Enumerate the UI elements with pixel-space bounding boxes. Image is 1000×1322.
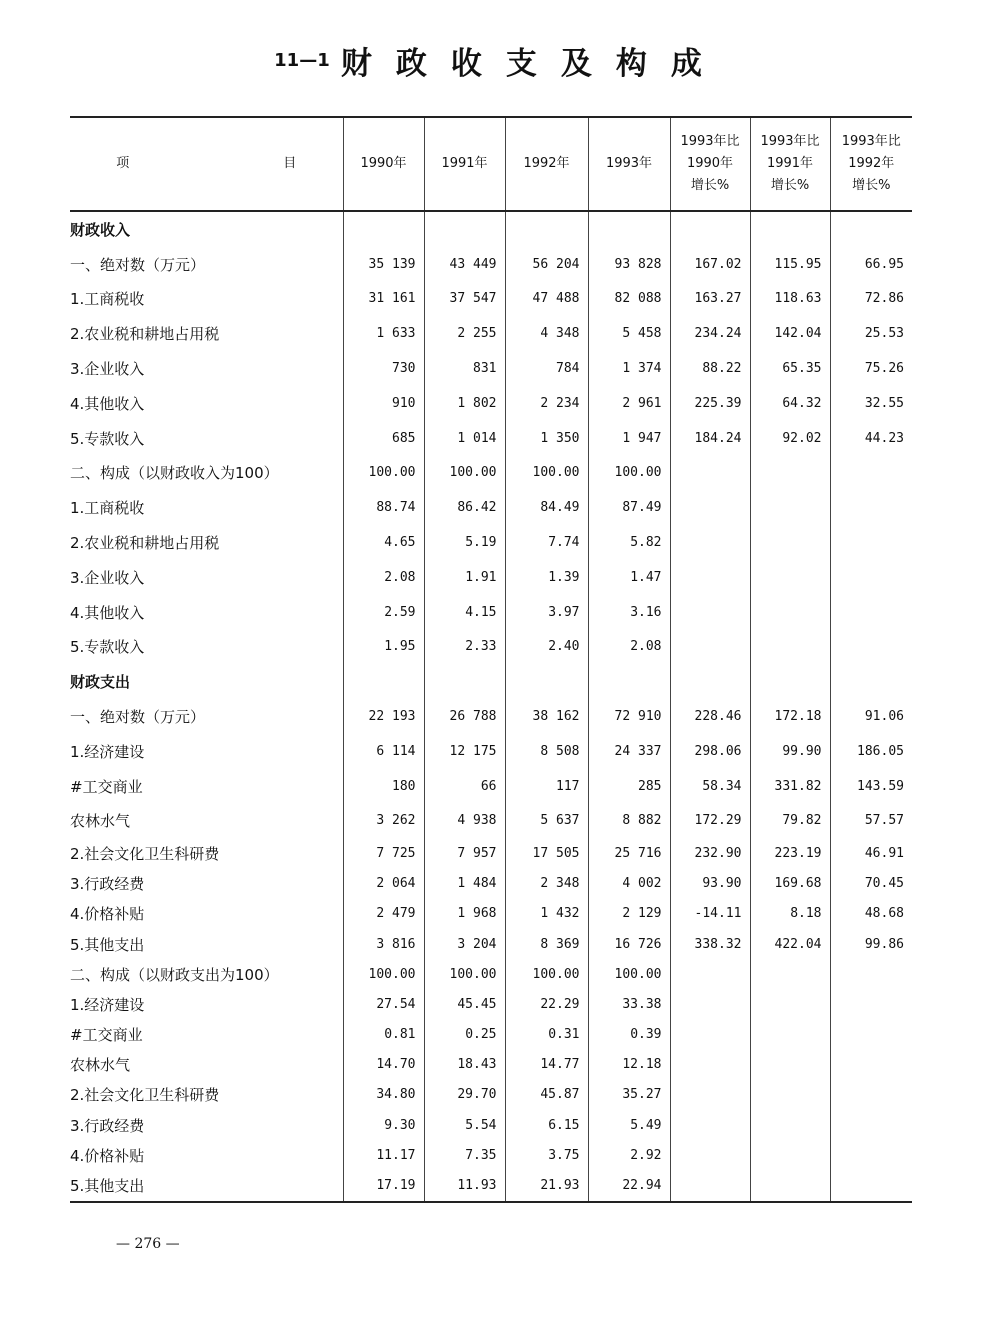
table-row — [70, 351, 912, 386]
cell-value — [830, 630, 912, 665]
cell-value — [670, 1050, 750, 1080]
cell-value: 0.25 — [424, 1019, 505, 1049]
cell-value: 100.00 — [424, 456, 505, 491]
cell-value: 100.00 — [505, 959, 588, 989]
cell-value — [750, 959, 830, 989]
cell-value — [750, 560, 830, 595]
header-growth-1990-line3: 增长% — [690, 178, 730, 193]
cell-value: 8 369 — [505, 929, 588, 959]
table-row — [70, 1140, 912, 1170]
cell-value: 4 348 — [505, 316, 588, 351]
cell-value: 1 802 — [424, 386, 505, 421]
cell-value: 75.26 — [830, 351, 912, 386]
cell-value: 2 255 — [424, 316, 505, 351]
row-label: 一、绝对数（万元） — [70, 708, 206, 727]
cell-value — [750, 1170, 830, 1201]
table-row — [70, 899, 912, 929]
table-row — [70, 1170, 912, 1201]
cell-value: 9.30 — [343, 1110, 424, 1140]
cell-value — [750, 456, 830, 491]
cell-value — [670, 664, 750, 699]
cell-value: 37 547 — [424, 282, 505, 317]
page-number: — 276 — — [116, 1236, 180, 1252]
table-row — [70, 838, 912, 868]
cell-value: 22.29 — [505, 989, 588, 1019]
table-title — [0, 38, 1000, 83]
cell-value: 82 088 — [588, 282, 670, 317]
cell-value: 3.97 — [505, 595, 588, 630]
header-1992: 1992年 — [505, 117, 588, 211]
cell-value: 3 204 — [424, 929, 505, 959]
row-label: 农林水气 — [70, 812, 131, 831]
cell-value — [830, 525, 912, 560]
cell-value — [750, 630, 830, 665]
cell-value: 21.93 — [505, 1170, 588, 1201]
row-label: 1.工商税收 — [70, 290, 145, 309]
cell-value: 4 002 — [588, 869, 670, 899]
table-row — [70, 1110, 912, 1140]
table-row — [70, 769, 912, 804]
cell-value: 685 — [343, 421, 424, 456]
cell-value: 2 479 — [343, 899, 424, 929]
cell-value: 100.00 — [505, 456, 588, 491]
cell-value: 100.00 — [588, 456, 670, 491]
row-label: 2.农业税和耕地占用税 — [70, 534, 220, 553]
cell-value: 1 968 — [424, 899, 505, 929]
header-growth-1990-line1: 1993年比 — [680, 134, 740, 149]
header-1991: 1991年 — [424, 117, 505, 211]
cell-value: 93.90 — [670, 869, 750, 899]
cell-value: 0.31 — [505, 1019, 588, 1049]
cell-value: 22.94 — [588, 1170, 670, 1201]
cell-value: 0.81 — [343, 1019, 424, 1049]
header-item — [70, 117, 343, 211]
cell-value — [830, 1140, 912, 1170]
table-row — [70, 1080, 912, 1110]
cell-value — [830, 1110, 912, 1140]
cell-value: 1 484 — [424, 869, 505, 899]
row-label: 2.社会文化卫生科研费 — [70, 1086, 220, 1105]
cell-value: 2.33 — [424, 630, 505, 665]
cell-value — [343, 664, 424, 699]
cell-value — [670, 490, 750, 525]
cell-value: 184.24 — [670, 421, 750, 456]
cell-value — [505, 211, 588, 247]
cell-value — [750, 595, 830, 630]
cell-value: 186.05 — [830, 734, 912, 769]
cell-value: 34.80 — [343, 1080, 424, 1110]
cell-value: 5.54 — [424, 1110, 505, 1140]
header-1990: 1990年 — [343, 117, 424, 211]
cell-value: 100.00 — [343, 959, 424, 989]
cell-value: 86.42 — [424, 490, 505, 525]
cell-value: 31 161 — [343, 282, 424, 317]
row-label: #工交商业 — [70, 777, 143, 796]
header-growth-vs-1990 — [670, 117, 750, 211]
cell-value: 225.39 — [670, 386, 750, 421]
cell-value: 2 961 — [588, 386, 670, 421]
cell-value: 58.34 — [670, 769, 750, 804]
cell-value: 91.06 — [830, 699, 912, 734]
row-label: 5.其他支出 — [70, 935, 145, 954]
cell-value: 1 633 — [343, 316, 424, 351]
table-row — [70, 282, 912, 317]
cell-value: 35.27 — [588, 1080, 670, 1110]
cell-value: 72.86 — [830, 282, 912, 317]
cell-value: 99.86 — [830, 929, 912, 959]
cell-value: -14.11 — [670, 899, 750, 929]
cell-value: 43 449 — [424, 247, 505, 282]
cell-value: 1 350 — [505, 421, 588, 456]
cell-value — [750, 490, 830, 525]
cell-value: 172.29 — [670, 804, 750, 839]
row-label: 1.经济建设 — [70, 995, 145, 1014]
cell-value — [670, 1080, 750, 1110]
cell-value: 331.82 — [750, 769, 830, 804]
row-label: 二、构成（以财政收入为100） — [70, 464, 279, 483]
cell-value: 730 — [343, 351, 424, 386]
header-growth-1992-line3: 增长% — [852, 178, 891, 193]
row-label: 二、构成（以财政支出为100） — [70, 965, 279, 984]
row-label: 3.企业收入 — [70, 360, 145, 379]
cell-value — [830, 1080, 912, 1110]
cell-value — [670, 1019, 750, 1049]
header-growth-1992-line1: 1993年比 — [841, 134, 901, 149]
table-row — [70, 456, 912, 491]
cell-value: 784 — [505, 351, 588, 386]
cell-value: 88.74 — [343, 490, 424, 525]
cell-value: 100.00 — [588, 959, 670, 989]
cell-value: 25 716 — [588, 838, 670, 868]
row-label: 3.行政经费 — [70, 1116, 145, 1135]
cell-value: 6 114 — [343, 734, 424, 769]
table-row — [70, 869, 912, 899]
cell-value: 1.39 — [505, 560, 588, 595]
header-item-left: 项 — [116, 156, 130, 171]
cell-value: 17 505 — [505, 838, 588, 868]
cell-value: 422.04 — [750, 929, 830, 959]
cell-value: 1 014 — [424, 421, 505, 456]
cell-value: 2.40 — [505, 630, 588, 665]
table-row — [70, 630, 912, 665]
cell-value: 2 129 — [588, 899, 670, 929]
cell-value: 163.27 — [670, 282, 750, 317]
cell-value: 14.77 — [505, 1050, 588, 1080]
table-row — [70, 316, 912, 351]
cell-value — [670, 1170, 750, 1201]
header-growth-vs-1991 — [750, 117, 830, 211]
cell-value: 11.93 — [424, 1170, 505, 1201]
cell-value: 1.47 — [588, 560, 670, 595]
cell-value: 56 204 — [505, 247, 588, 282]
cell-value — [750, 664, 830, 699]
cell-value: 66 — [424, 769, 505, 804]
row-label: 4.其他收入 — [70, 603, 145, 622]
finance-table — [70, 116, 912, 1203]
cell-value: 64.32 — [750, 386, 830, 421]
cell-value — [750, 1110, 830, 1140]
cell-value: 87.49 — [588, 490, 670, 525]
cell-value: 118.63 — [750, 282, 830, 317]
cell-value — [830, 456, 912, 491]
cell-value: 169.68 — [750, 869, 830, 899]
cell-value: 65.35 — [750, 351, 830, 386]
cell-value: 5.49 — [588, 1110, 670, 1140]
table-row — [70, 1019, 912, 1049]
table-row — [70, 664, 912, 699]
cell-value: 234.24 — [670, 316, 750, 351]
header-1993: 1993年 — [588, 117, 670, 211]
cell-value — [830, 211, 912, 247]
row-label: 2.社会文化卫生科研费 — [70, 844, 220, 863]
cell-value: 180 — [343, 769, 424, 804]
cell-value: 8 508 — [505, 734, 588, 769]
cell-value: 4.65 — [343, 525, 424, 560]
row-label: 4.价格补贴 — [70, 1146, 145, 1165]
cell-value: 5.82 — [588, 525, 670, 560]
cell-value: 2 064 — [343, 869, 424, 899]
cell-value: 2.59 — [343, 595, 424, 630]
header-item-right: 目 — [283, 156, 297, 171]
cell-value: 26 788 — [424, 699, 505, 734]
row-label: 农林水气 — [70, 1056, 131, 1075]
header-growth-vs-1992 — [830, 117, 912, 211]
cell-value: 1.95 — [343, 630, 424, 665]
cell-value: 3.16 — [588, 595, 670, 630]
cell-value — [424, 664, 505, 699]
cell-value: 32.55 — [830, 386, 912, 421]
cell-value: 3 262 — [343, 804, 424, 839]
cell-value: 6.15 — [505, 1110, 588, 1140]
cell-value — [670, 456, 750, 491]
table-row — [70, 929, 912, 959]
cell-value: 8.18 — [750, 899, 830, 929]
cell-value: 5.19 — [424, 525, 505, 560]
cell-value: 117 — [505, 769, 588, 804]
cell-value — [750, 525, 830, 560]
cell-value — [670, 595, 750, 630]
cell-value: 910 — [343, 386, 424, 421]
cell-value: 172.18 — [750, 699, 830, 734]
cell-value — [750, 1019, 830, 1049]
table-row — [70, 525, 912, 560]
table-row — [70, 595, 912, 630]
row-label: 3.行政经费 — [70, 875, 145, 894]
table-row — [70, 421, 912, 456]
cell-value — [750, 211, 830, 247]
cell-value: 2.92 — [588, 1140, 670, 1170]
header-growth-1991-line3: 增长% — [770, 178, 810, 193]
cell-value: 223.19 — [750, 838, 830, 868]
cell-value: 8 882 — [588, 804, 670, 839]
header-growth-1991-line1: 1993年比 — [760, 134, 820, 149]
table-body — [70, 211, 912, 1202]
cell-value — [670, 989, 750, 1019]
cell-value: 29.70 — [424, 1080, 505, 1110]
header-growth-1992-line2: 1992年 — [848, 156, 895, 171]
cell-value: 70.45 — [830, 869, 912, 899]
table-row — [70, 560, 912, 595]
cell-value: 93 828 — [588, 247, 670, 282]
cell-value: 2.08 — [588, 630, 670, 665]
cell-value: 18.43 — [424, 1050, 505, 1080]
header-row — [70, 117, 912, 211]
cell-value: 16 726 — [588, 929, 670, 959]
cell-value: 48.68 — [830, 899, 912, 929]
cell-value: 167.02 — [670, 247, 750, 282]
cell-value: 2 234 — [505, 386, 588, 421]
row-label: 5.专款收入 — [70, 638, 145, 657]
header-growth-1990-line2: 1990年 — [686, 156, 734, 171]
cell-value — [670, 959, 750, 989]
cell-value: 57.57 — [830, 804, 912, 839]
cell-value: 46.91 — [830, 838, 912, 868]
cell-value — [830, 595, 912, 630]
table-row — [70, 386, 912, 421]
cell-value — [588, 664, 670, 699]
cell-value: 7 725 — [343, 838, 424, 868]
row-label: 1.工商税收 — [70, 499, 145, 518]
cell-value: 33.38 — [588, 989, 670, 1019]
row-label: 5.其他支出 — [70, 1170, 343, 1201]
cell-value: 27.54 — [343, 989, 424, 1019]
cell-value: 100.00 — [343, 456, 424, 491]
cell-value: 1 374 — [588, 351, 670, 386]
row-label: 3.企业收入 — [70, 568, 145, 587]
cell-value: 1 432 — [505, 899, 588, 929]
cell-value: 7.35 — [424, 1140, 505, 1170]
row-label: 4.其他收入 — [70, 394, 145, 413]
cell-value: 38 162 — [505, 699, 588, 734]
cell-value: 143.59 — [830, 769, 912, 804]
row-label: 4.价格补贴 — [70, 905, 145, 924]
cell-value — [750, 989, 830, 1019]
cell-value — [830, 1019, 912, 1049]
cell-value: 5 458 — [588, 316, 670, 351]
cell-value — [830, 560, 912, 595]
cell-value: 4 938 — [424, 804, 505, 839]
table-title-text: 财政收支及构成 — [340, 46, 726, 82]
cell-value: 92.02 — [750, 421, 830, 456]
cell-value: 7 957 — [424, 838, 505, 868]
cell-value: 45.87 — [505, 1080, 588, 1110]
table-row — [70, 734, 912, 769]
table-row — [70, 959, 912, 989]
cell-value: 7.74 — [505, 525, 588, 560]
cell-value — [830, 664, 912, 699]
table-row — [70, 1050, 912, 1080]
cell-value — [830, 1050, 912, 1080]
cell-value: 17.19 — [343, 1170, 424, 1201]
header-growth-1991-line2: 1991年 — [766, 156, 814, 171]
cell-value: 25.53 — [830, 316, 912, 351]
cell-value — [670, 525, 750, 560]
cell-value — [750, 1080, 830, 1110]
cell-value: 79.82 — [750, 804, 830, 839]
cell-value: 3 816 — [343, 929, 424, 959]
cell-value: 44.23 — [830, 421, 912, 456]
cell-value: 99.90 — [750, 734, 830, 769]
row-label: 1.经济建设 — [70, 742, 145, 761]
cell-value: 22 193 — [343, 699, 424, 734]
cell-value — [588, 211, 670, 247]
table-row — [70, 804, 912, 839]
row-label: 一、绝对数（万元） — [70, 255, 206, 274]
cell-value — [750, 1050, 830, 1080]
cell-value: 228.46 — [670, 699, 750, 734]
cell-value: 45.45 — [424, 989, 505, 1019]
cell-value — [343, 211, 424, 247]
cell-value: 338.32 — [670, 929, 750, 959]
cell-value: 12 175 — [424, 734, 505, 769]
cell-value — [424, 211, 505, 247]
cell-value — [830, 1170, 912, 1201]
table-row — [70, 699, 912, 734]
cell-value: 11.17 — [343, 1140, 424, 1170]
cell-value: 84.49 — [505, 490, 588, 525]
cell-value — [505, 664, 588, 699]
row-label: 5.专款收入 — [70, 429, 145, 448]
cell-value: 5 637 — [505, 804, 588, 839]
cell-value — [830, 989, 912, 1019]
cell-value: 0.39 — [588, 1019, 670, 1049]
cell-value — [670, 560, 750, 595]
row-label: 2.农业税和耕地占用税 — [70, 325, 220, 344]
cell-value: 100.00 — [424, 959, 505, 989]
cell-value: 24 337 — [588, 734, 670, 769]
cell-value: 232.90 — [670, 838, 750, 868]
cell-value — [670, 1140, 750, 1170]
table-number: 11—1 — [274, 50, 330, 71]
cell-value: 12.18 — [588, 1050, 670, 1080]
cell-value — [830, 490, 912, 525]
table-row — [70, 247, 912, 282]
cell-value — [670, 1110, 750, 1140]
cell-value: 298.06 — [670, 734, 750, 769]
cell-value: 285 — [588, 769, 670, 804]
table-row — [70, 989, 912, 1019]
cell-value — [670, 630, 750, 665]
cell-value: 14.70 — [343, 1050, 424, 1080]
table-row — [70, 490, 912, 525]
cell-value: 831 — [424, 351, 505, 386]
cell-value: 2.08 — [343, 560, 424, 595]
cell-value — [830, 959, 912, 989]
cell-value: 47 488 — [505, 282, 588, 317]
cell-value: 35 139 — [343, 247, 424, 282]
cell-value — [670, 211, 750, 247]
cell-value: 1 947 — [588, 421, 670, 456]
cell-value: 72 910 — [588, 699, 670, 734]
cell-value: 3.75 — [505, 1140, 588, 1170]
cell-value: 88.22 — [670, 351, 750, 386]
cell-value: 66.95 — [830, 247, 912, 282]
cell-value: 4.15 — [424, 595, 505, 630]
cell-value — [750, 1140, 830, 1170]
row-label: 财政支出 — [70, 673, 131, 692]
cell-value: 2 348 — [505, 869, 588, 899]
row-label: #工交商业 — [70, 1026, 143, 1045]
cell-value: 142.04 — [750, 316, 830, 351]
table-row — [70, 211, 912, 247]
cell-value: 115.95 — [750, 247, 830, 282]
cell-value: 1.91 — [424, 560, 505, 595]
row-label: 财政收入 — [70, 220, 131, 239]
